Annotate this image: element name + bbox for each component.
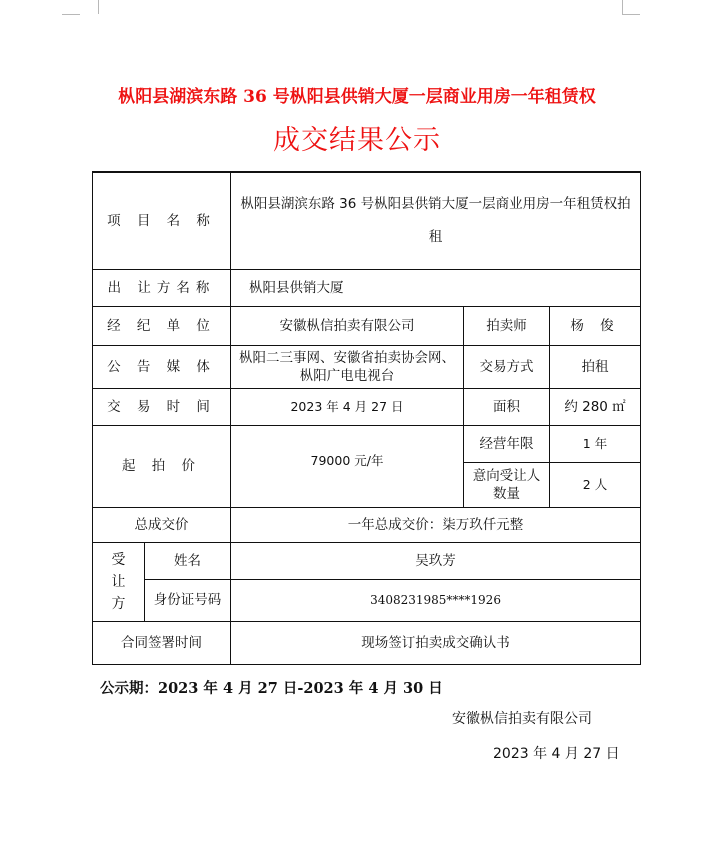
table-row <box>93 306 641 345</box>
table-row <box>93 542 641 579</box>
transferee-label: 受让方 <box>93 542 145 621</box>
result-table <box>92 171 641 665</box>
term-label: 经营年限 <box>464 425 550 462</box>
contract-value: 现场签订拍卖成交确认书 <box>231 621 641 664</box>
table-row <box>93 269 641 306</box>
start-price-label: 起 拍 价 <box>93 425 231 507</box>
agency-label: 经 纪 单 位 <box>93 306 231 345</box>
signature-company: 安徽枞信拍卖有限公司 <box>452 711 592 727</box>
table-row <box>93 172 641 269</box>
project-label: 项 目 名 称 <box>93 172 231 269</box>
crop-mark-top-left-h <box>62 14 80 15</box>
name-value: 吴玖芳 <box>231 542 641 579</box>
name-label: 姓名 <box>145 542 231 579</box>
term-value: 1 年 <box>550 425 641 462</box>
total-value: 一年总成交价：柒万玖仟元整 <box>231 507 641 542</box>
table-row <box>93 345 641 388</box>
contract-label: 合同签署时间 <box>93 621 231 664</box>
document-title-line1: 枞阳县湖滨东路 36 号枞阳县供销大厦一层商业用房一年租赁权 <box>118 87 596 107</box>
publicity-period: 公示期：2023 年 4 月 27 日-2023 年 4 月 30 日 <box>100 680 443 697</box>
media-value: 枞阳二三事网、安徽省拍卖协会网、枞阳广电电视台 <box>231 345 464 388</box>
project-value: 枞阳县湖滨东路 36 号枞阳县供销大厦一层商业用房一年租赁权拍租 <box>231 172 641 269</box>
table-row <box>93 388 641 425</box>
table-row <box>93 507 641 542</box>
total-label: 总成交价 <box>93 507 231 542</box>
table-row <box>93 425 641 462</box>
table-row <box>93 621 641 664</box>
media-label: 公 告 媒 体 <box>93 345 231 388</box>
trade-time-value: 2023 年 4 月 27 日 <box>231 388 464 425</box>
bidders-value: 2 人 <box>550 462 641 507</box>
trade-method-label: 交易方式 <box>464 345 550 388</box>
trade-time-label: 交 易 时 间 <box>93 388 231 425</box>
area-value: 约 280 ㎡ <box>550 388 641 425</box>
bidders-label: 意向受让人数量 <box>464 462 550 507</box>
crop-mark-top-right-h <box>622 14 640 15</box>
agency-value: 安徽枞信拍卖有限公司 <box>231 306 464 345</box>
area-label: 面积 <box>464 388 550 425</box>
id-label: 身份证号码 <box>145 579 231 621</box>
id-value: 3408231985****1926 <box>231 579 641 621</box>
document-title-line2: 成交结果公示 <box>273 125 441 156</box>
table-row <box>93 579 641 621</box>
transferor-label: 出 让方名称 <box>93 269 231 306</box>
auctioneer-label: 拍卖师 <box>464 306 550 345</box>
auctioneer-value: 杨 俊 <box>550 306 641 345</box>
trade-method-value: 拍租 <box>550 345 641 388</box>
crop-mark-top-right <box>622 0 641 14</box>
crop-mark-top-left <box>80 0 99 14</box>
signature-date: 2023 年 4 月 27 日 <box>493 746 620 762</box>
transferor-value: 枞阳县供销大厦 <box>231 269 641 306</box>
start-price-value: 79000 元/年 <box>231 425 464 507</box>
